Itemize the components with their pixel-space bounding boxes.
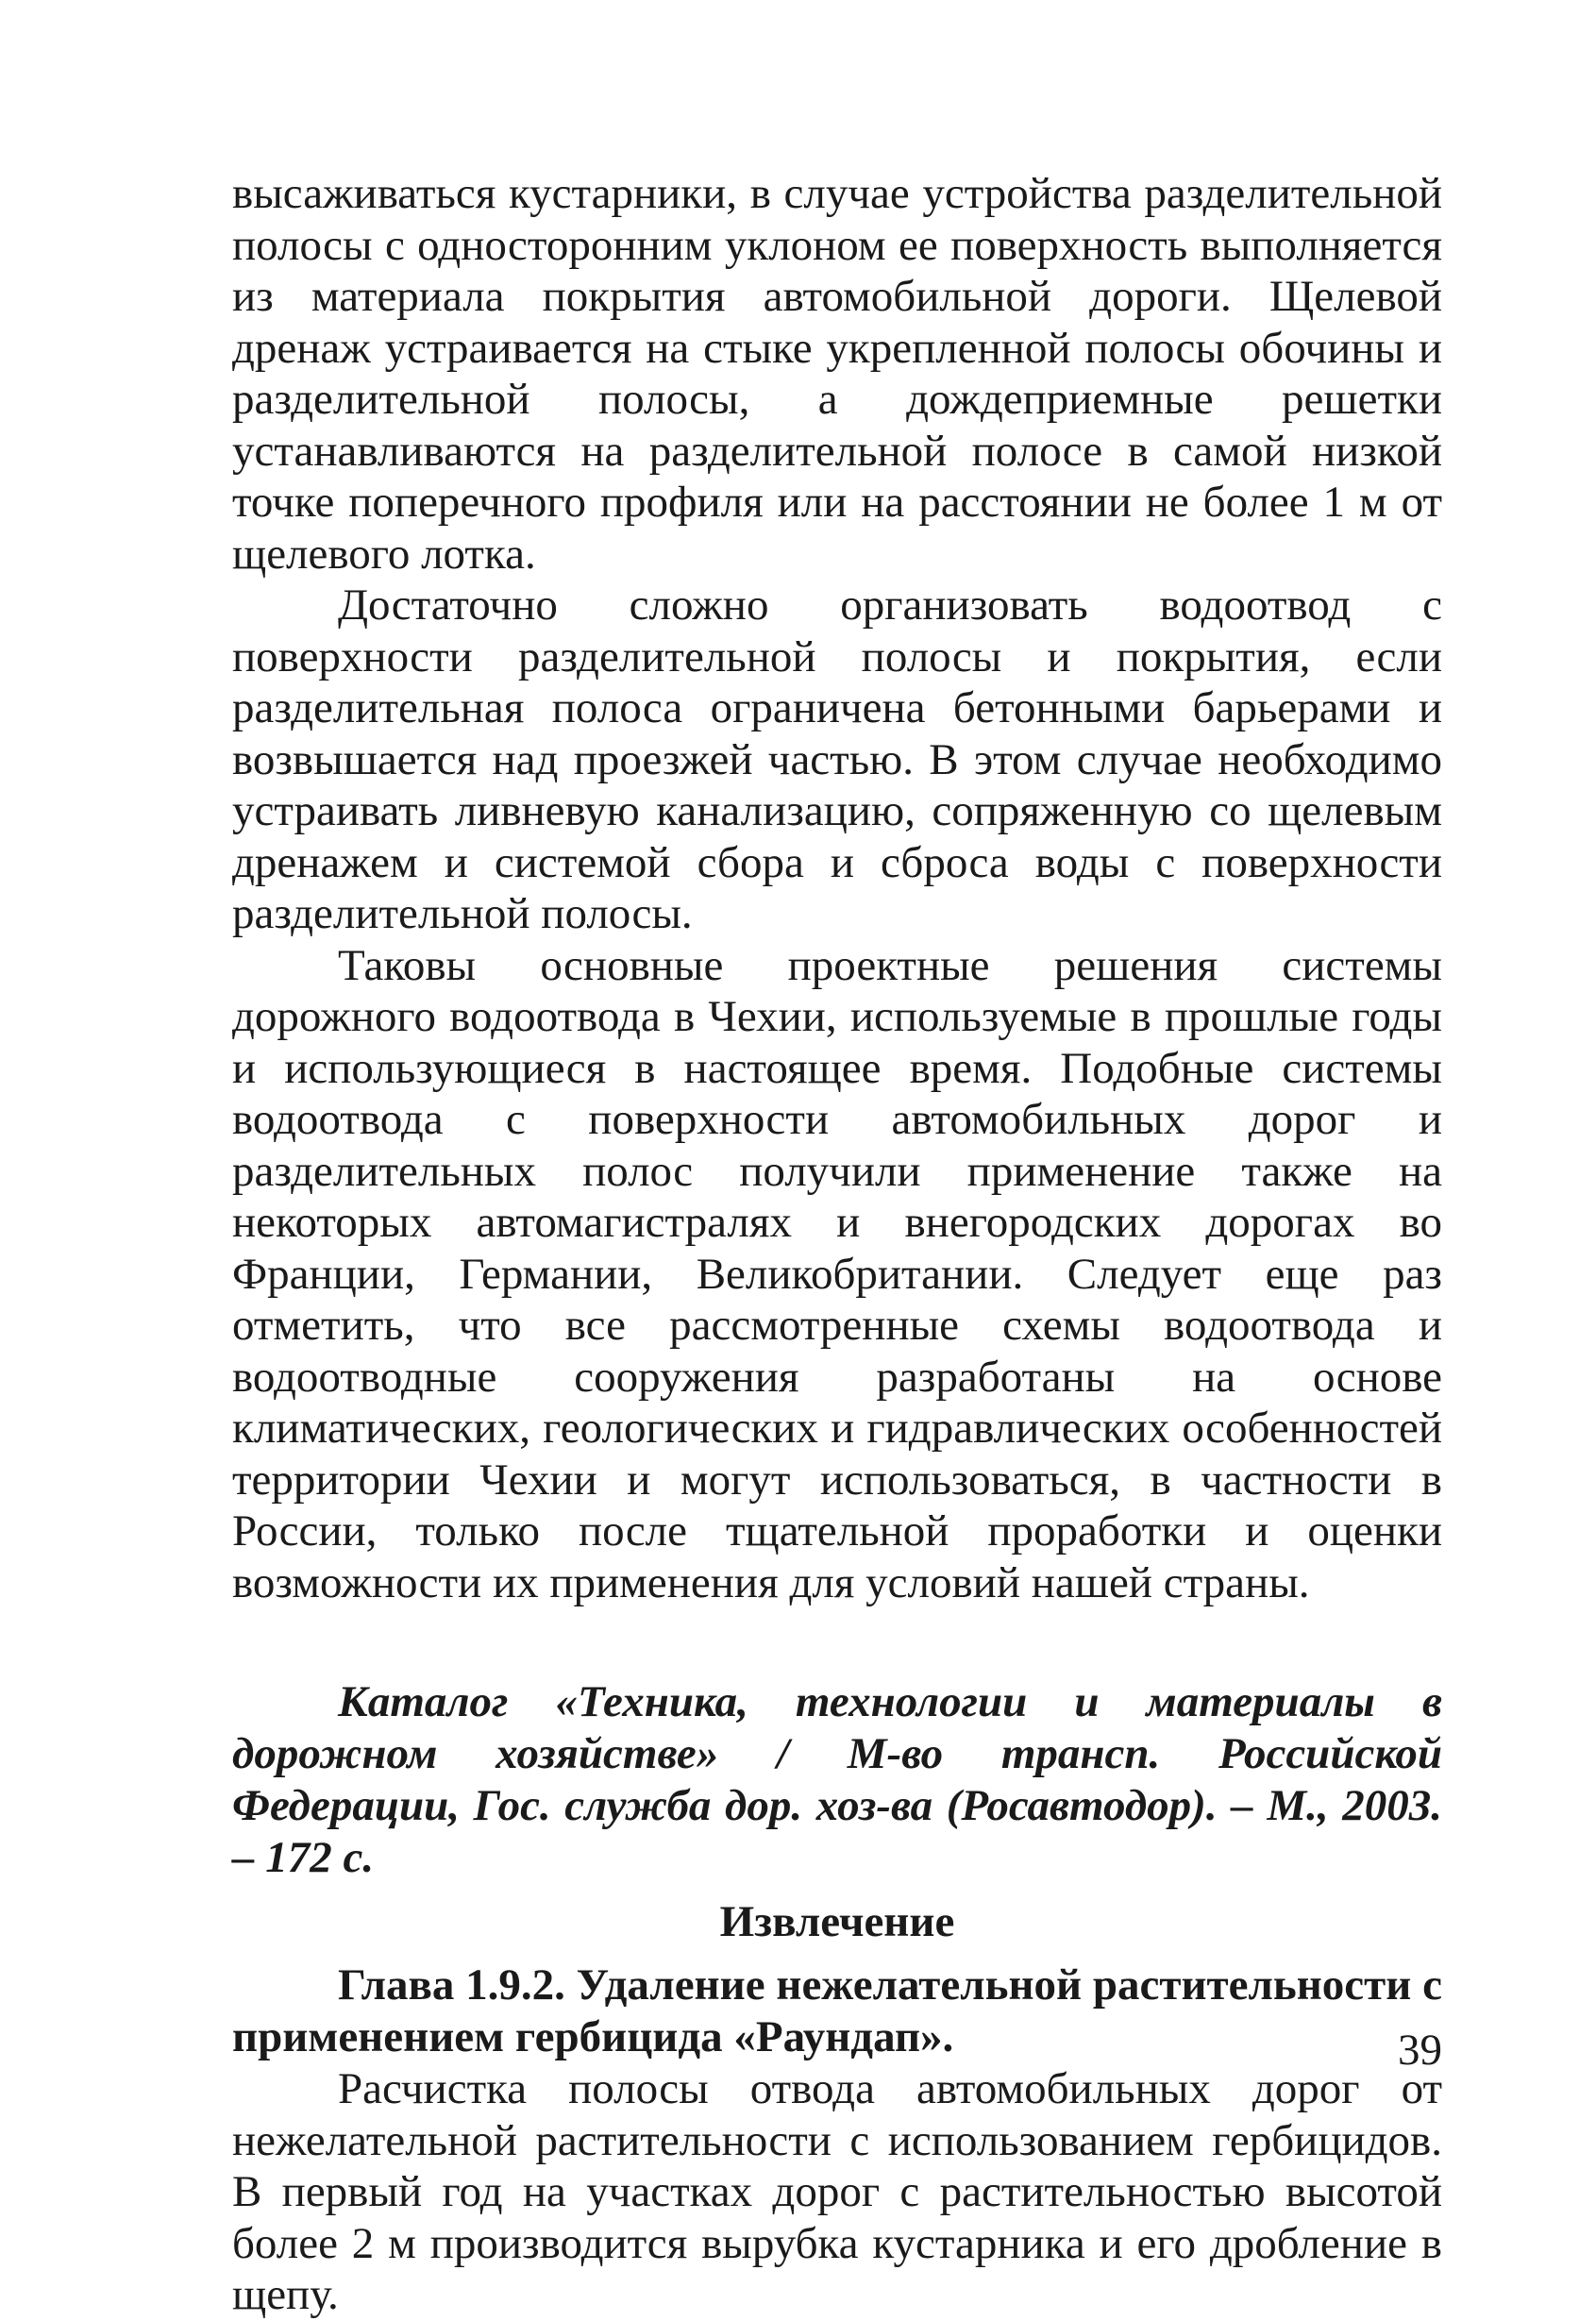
page-number: 39 [1398,2026,1442,2075]
catalog-reference: Каталог «Техника, технологии и материалы в дорожном хозяйстве» / М-во трансп. Российской Федерации, Гос. служба дор. хоз-ва (Росавтодор). – М., 2003. – 172 с. [232,1677,1442,1882]
paragraph-herbicide-clearing: Расчистка полосы отвода автомобильных дорог от нежелательной растительности с использованием гербицидов. В первый год на участках дорог с растительностью высотой более 2 м производится вырубка кустарника и его дробление в щепу. [232,2064,1442,2319]
paragraph-barrier-drainage: Достаточно сложно организовать водоотвод с поверхности разделительной полосы и покрытия, если разделительная полоса ограничена бетонными барьерами и возвышается над проезжей частью. В этом случае необходимо устраивать ливневую канализацию, сопряженную со щелевым дренажем и системой сбора и сброса воды с поверхности разделительной полосы. [232,580,1442,938]
paragraph-drainage-slot: высаживаться кустарники, в случае устройства разделительной полосы с односторонним уклоном ее поверхность выполняется из материала покрытия автомобильной дороги. Щелевой дренаж устраивается на стыке укрепленной полосы обочины и разделительной полосы, а дождеприемные решетки устанавливаются на разделительной полосе в самой низкой точке поперечного профиля или на расстоянии не более 1 м от щелевого лотка. [232,169,1442,579]
chapter-heading: Глава 1.9.2. Удаление нежелательной растительности с применением гербицида «Раундап». [232,1960,1442,2061]
extract-heading: Извлечение [719,1897,955,1946]
paragraph-czech-solutions: Таковы основные проектные решения системы дорожного водоотвода в Чехии, используемые в прошлые годы и использующиеся в настоящее время. Подобные системы водоотвода с поверхности автомобильных дорог и разделительных полос получили применение также на некоторых автомагистралях и внегородских дорогах во Франции, Германии, Великобритании. Следует еще раз отметить, что все рассмотренные схемы водоотвода и водоотводные сооружения разработаны на основе климатических, геологических и гидравлических особенностей территории Чехии и могут использоваться, в частности в России, только после тщательной проработки и оценки возможности их применения для условий нашей страны. [232,940,1442,1607]
document-page [232,168,1442,2319]
